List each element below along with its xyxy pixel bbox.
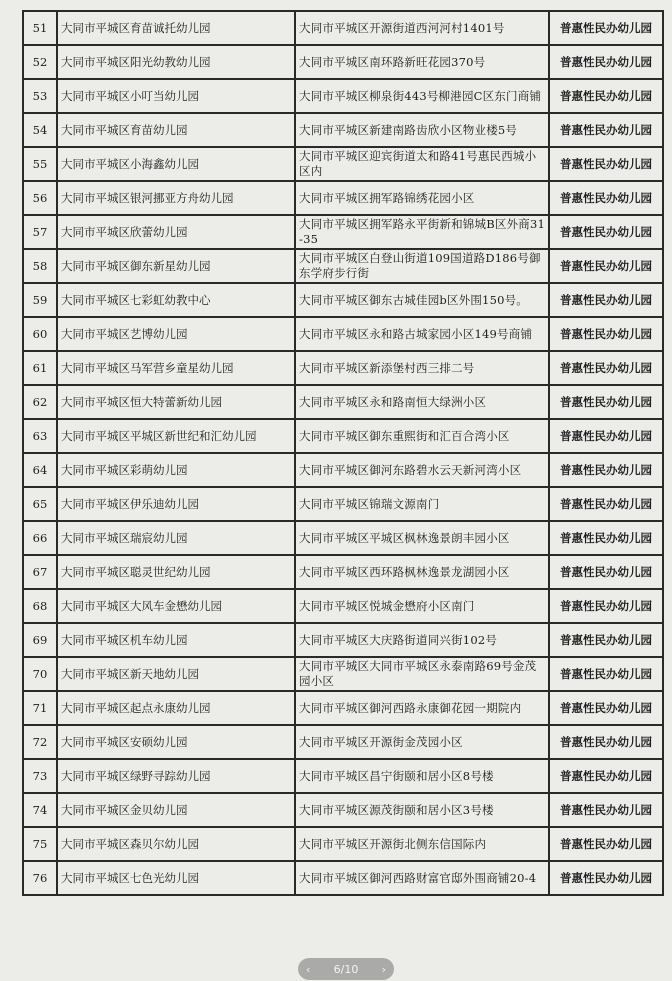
kindergarten-address: 大同市平城区御东古城佳园b区外围150号。 [295,283,549,317]
kindergarten-address: 大同市平城区御河西路财富官邸外围商铺20-4 [295,861,549,895]
kindergarten-name: 大同市平城区阳光幼教幼儿园 [57,45,295,79]
table-row [23,317,663,351]
table-row [23,147,663,181]
row-number: 55 [23,147,57,181]
row-number: 71 [23,691,57,725]
table-row [23,181,663,215]
kindergarten-name: 大同市平城区瑞宸幼儿园 [57,521,295,555]
kindergarten-name: 大同市平城区平城区新世纪和汇幼儿园 [57,419,295,453]
row-number: 66 [23,521,57,555]
kindergarten-name: 大同市平城区绿野寻踪幼儿园 [57,759,295,793]
row-number: 54 [23,113,57,147]
kindergarten-type: 普惠性民办幼儿园 [549,283,663,317]
table-row [23,555,663,589]
kindergarten-type: 普惠性民办幼儿园 [549,759,663,793]
kindergarten-type: 普惠性民办幼儿园 [549,555,663,589]
kindergarten-type: 普惠性民办幼儿园 [549,793,663,827]
kindergarten-name: 大同市平城区欣蕾幼儿园 [57,215,295,249]
row-number: 69 [23,623,57,657]
row-number: 73 [23,759,57,793]
kindergarten-type: 普惠性民办幼儿园 [549,181,663,215]
row-number: 75 [23,827,57,861]
row-number: 62 [23,385,57,419]
table-row [23,385,663,419]
kindergarten-type: 普惠性民办幼儿园 [549,79,663,113]
table-row [23,113,663,147]
table-body [23,11,663,895]
row-number: 72 [23,725,57,759]
table-row [23,249,663,283]
table-row [23,283,663,317]
table-row [23,487,663,521]
row-number: 68 [23,589,57,623]
kindergarten-name: 大同市平城区新天地幼儿园 [57,657,295,691]
row-number: 51 [23,11,57,45]
row-number: 65 [23,487,57,521]
kindergarten-name: 大同市平城区起点永康幼儿园 [57,691,295,725]
table-row [23,419,663,453]
table-row [23,861,663,895]
table-row [23,793,663,827]
kindergarten-address: 大同市平城区拥军路永平街新和锦城B区外商31-35 [295,215,549,249]
kindergarten-name: 大同市平城区小叮当幼儿园 [57,79,295,113]
kindergarten-address: 大同市平城区柳泉街443号柳港园C区东门商铺 [295,79,549,113]
page-pager [298,958,394,980]
kindergarten-address: 大同市平城区新建南路齿欣小区物业楼5号 [295,113,549,147]
kindergarten-address: 大同市平城区新添堡村西三排二号 [295,351,549,385]
kindergarten-name: 大同市平城区育苗幼儿园 [57,113,295,147]
row-number: 58 [23,249,57,283]
table-row [23,45,663,79]
kindergarten-address: 大同市平城区白登山街道109国道路D186号御东学府步行街 [295,249,549,283]
table-row [23,11,663,45]
kindergarten-address: 大同市平城区锦瑞文源南门 [295,487,549,521]
kindergarten-type: 普惠性民办幼儿园 [549,419,663,453]
kindergarten-address: 大同市平城区大庆路街道同兴街102号 [295,623,549,657]
kindergarten-type: 普惠性民办幼儿园 [549,487,663,521]
kindergarten-address: 大同市平城区开源街道西河河村1401号 [295,11,549,45]
table-row [23,351,663,385]
row-number: 60 [23,317,57,351]
kindergarten-name: 大同市平城区小海鑫幼儿园 [57,147,295,181]
kindergarten-type: 普惠性民办幼儿园 [549,589,663,623]
kindergarten-address: 大同市平城区永和路古城家园小区149号商铺 [295,317,549,351]
kindergarten-address: 大同市平城区昌宁街颐和居小区8号楼 [295,759,549,793]
row-number: 57 [23,215,57,249]
kindergarten-type: 普惠性民办幼儿园 [549,385,663,419]
kindergarten-address: 大同市平城区平城区枫林逸景朗丰园小区 [295,521,549,555]
kindergarten-name: 大同市平城区聪灵世纪幼儿园 [57,555,295,589]
kindergarten-type: 普惠性民办幼儿园 [549,827,663,861]
kindergarten-name: 大同市平城区安硕幼儿园 [57,725,295,759]
table-row [23,827,663,861]
kindergarten-address: 大同市平城区御河西路永康御花园一期院内 [295,691,549,725]
table-row [23,657,663,691]
table-row [23,691,663,725]
row-number: 63 [23,419,57,453]
table-row [23,521,663,555]
kindergarten-type: 普惠性民办幼儿园 [549,351,663,385]
row-number: 59 [23,283,57,317]
kindergarten-type: 普惠性民办幼儿园 [549,147,663,181]
kindergarten-address: 大同市平城区开源街金茂园小区 [295,725,549,759]
kindergarten-type: 普惠性民办幼儿园 [549,521,663,555]
row-number: 64 [23,453,57,487]
kindergarten-name: 大同市平城区马军营乡童星幼儿园 [57,351,295,385]
kindergarten-name: 大同市平城区森贝尔幼儿园 [57,827,295,861]
kindergarten-name: 大同市平城区银河挪亚方舟幼儿园 [57,181,295,215]
kindergarten-name: 大同市平城区伊乐迪幼儿园 [57,487,295,521]
table-row [23,453,663,487]
row-number: 74 [23,793,57,827]
row-number: 76 [23,861,57,895]
kindergarten-name: 大同市平城区七色光幼儿园 [57,861,295,895]
chevron-right-icon[interactable]: › [381,962,386,976]
kindergarten-name: 大同市平城区七彩虹幼教中心 [57,283,295,317]
kindergarten-address: 大同市平城区永和路南恒大绿洲小区 [295,385,549,419]
kindergarten-type: 普惠性民办幼儿园 [549,45,663,79]
row-number: 52 [23,45,57,79]
kindergarten-type: 普惠性民办幼儿园 [549,113,663,147]
table-row [23,623,663,657]
table-row [23,725,663,759]
table-row [23,759,663,793]
kindergarten-name: 大同市平城区御东新星幼儿园 [57,249,295,283]
kindergarten-name: 大同市平城区彩萌幼儿园 [57,453,295,487]
row-number: 61 [23,351,57,385]
kindergarten-type: 普惠性民办幼儿园 [549,215,663,249]
kindergarten-address: 大同市平城区悦城金懋府小区南门 [295,589,549,623]
kindergarten-type: 普惠性民办幼儿园 [549,11,663,45]
table-row [23,589,663,623]
kindergarten-type: 普惠性民办幼儿园 [549,657,663,691]
kindergarten-address: 大同市平城区源茂街颐和居小区3号楼 [295,793,549,827]
row-number: 56 [23,181,57,215]
kindergarten-address: 大同市平城区拥军路锦绣花园小区 [295,181,549,215]
kindergarten-type: 普惠性民办幼儿园 [549,317,663,351]
kindergarten-address: 大同市平城区大同市平城区永泰南路69号金茂园小区 [295,657,549,691]
table-row [23,215,663,249]
kindergarten-type: 普惠性民办幼儿园 [549,623,663,657]
kindergarten-type: 普惠性民办幼儿园 [549,691,663,725]
kindergarten-table [22,10,664,896]
kindergarten-type: 普惠性民办幼儿园 [549,249,663,283]
kindergarten-name: 大同市平城区育苗诚托幼儿园 [57,11,295,45]
row-number: 67 [23,555,57,589]
kindergarten-type: 普惠性民办幼儿园 [549,453,663,487]
kindergarten-address: 大同市平城区御河东路碧水云天新河湾小区 [295,453,549,487]
kindergarten-address: 大同市平城区迎宾街道太和路41号惠民西城小区内 [295,147,549,181]
row-number: 70 [23,657,57,691]
kindergarten-type: 普惠性民办幼儿园 [549,861,663,895]
kindergarten-name: 大同市平城区恒大特蕾新幼儿园 [57,385,295,419]
chevron-left-icon[interactable]: ‹ [306,962,311,976]
kindergarten-address: 大同市平城区南环路新旺花园370号 [295,45,549,79]
kindergarten-name: 大同市平城区大风车金懋幼儿园 [57,589,295,623]
row-number: 53 [23,79,57,113]
table-row [23,79,663,113]
page-indicator: 6/10 [333,962,359,976]
kindergarten-name: 大同市平城区机车幼儿园 [57,623,295,657]
kindergarten-address: 大同市平城区御东重熙街和汇百合湾小区 [295,419,549,453]
kindergarten-address: 大同市平城区西环路枫林逸景龙湖园小区 [295,555,549,589]
kindergarten-name: 大同市平城区艺博幼儿园 [57,317,295,351]
kindergarten-name: 大同市平城区金贝幼儿园 [57,793,295,827]
kindergarten-address: 大同市平城区开源街北侧东信国际内 [295,827,549,861]
kindergarten-type: 普惠性民办幼儿园 [549,725,663,759]
